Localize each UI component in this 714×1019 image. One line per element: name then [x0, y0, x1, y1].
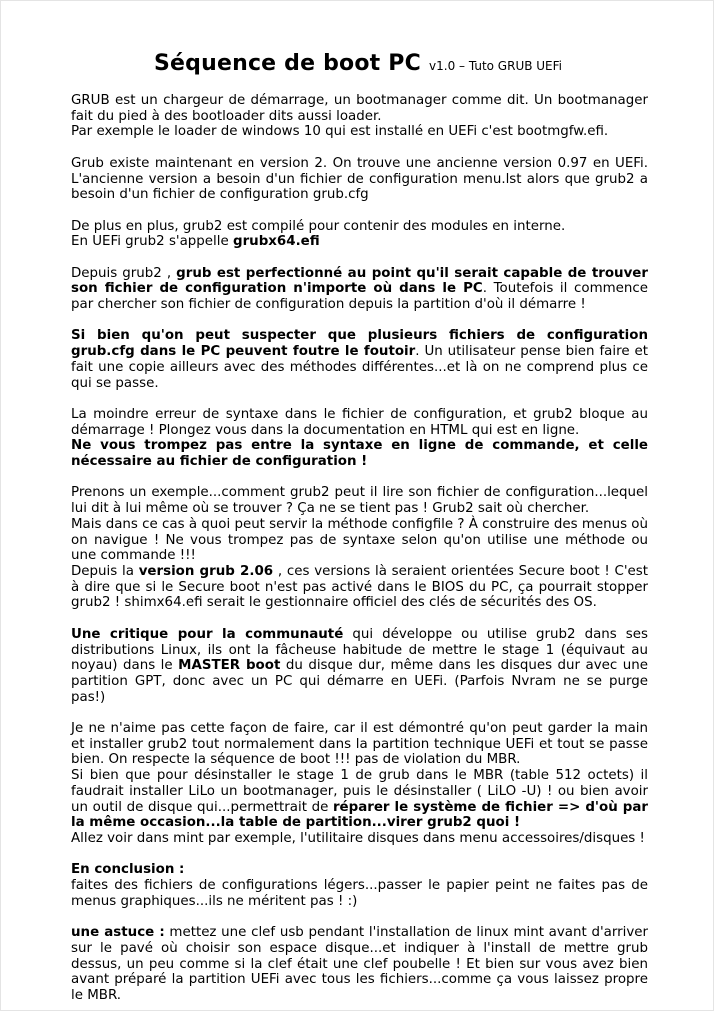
- paragraph-9a: Je ne n'aime pas cette façon de faire, car il est démontré qu'on peut garder la main et installer grub2 tout normalement dans la partition technique UEFi et tout se passe bien. On respecte la séquence de boot !!! pas de violation du MBR.: [71, 721, 648, 768]
- title-main: Séquence de boot PC: [153, 51, 421, 76]
- paragraph-2: Grub existe maintenant en version 2. On trouve une ancienne version 0.97 en UEFi. L'ancienne version a besoin d'un fichier de configuration menu.lst alors que grub2 a besoin d'un fichier de configuration grub.cfg: [71, 155, 648, 203]
- paragraph-9b: [71, 768, 648, 831]
- p8-post: du disque dur, même dans les disques dur avec une partition GPT, donc avec un PC qui démarre en UEFi. (Parfois Nvram ne se purge pas!): [71, 658, 648, 705]
- p5-bold: Si bien qu'on peut suspecter que plusieurs fichiers de configuration grub.cfg dans le PC peuvent foutre le foutoir: [71, 328, 648, 360]
- paragraph-5: [71, 328, 648, 391]
- p4-pre: Depuis grub2 ,: [71, 265, 177, 281]
- paragraph-7b: Mais dans ce cas à quoi peut servir la méthode configfile ? À construire des menus où on navigue ! Ne vous trompez pas de syntaxe selon qu'on utilise une méthode ou une commande !!!: [71, 516, 648, 564]
- p7-pre: Depuis la: [71, 564, 139, 579]
- p9-pre: Si bien que pour désinstaller le stage 1 de grub dans le MBR (table 512 octets) il faudrait installer LiLo un bootmanager, puis le désinstaller ( LiLO -U) ! ou bien avoir un outil de disque qui...permettrait de: [71, 768, 648, 815]
- p4-post: . Toutefois il commence par chercher son fichier de configuration depuis la partition d'où il démarre !: [71, 281, 648, 313]
- p4-bold: grub est perfectionné au point qu'il serait capable de trouver son fichier de configuration n'importe où dans le PC: [71, 265, 648, 297]
- p7-bold: version grub 2.06: [138, 564, 274, 579]
- p11-post: mettez une clef usb pendant l'installation de linux mint avant d'arriver sur le pavé où choisir son espace disque...et indiquer à l'install de mettre grub dessus, un peu comme si la clef était une clef poubelle ! Et bien sur vous avez bien avant préparé la partition UEFi avec tous les fichiers...comme ça vous laissez propre le MBR.: [71, 925, 648, 1003]
- p10-bold: En conclusion :: [71, 862, 185, 878]
- p3-text: En UEFi grub2 s'appelle: [71, 234, 233, 250]
- paragraph-8: [71, 627, 648, 706]
- p8-bold-1: Une critique pour la communauté: [71, 626, 344, 642]
- p9-bold: réparer le système de fichier => d'où par la même occasion...la table de partition...virer grub2 quoi !: [71, 799, 649, 831]
- paragraph-1a: GRUB est un chargeur de démarrage, un bootmanager comme dit. Un bootmanager fait du pied à des bootloader dits aussi loader.: [71, 93, 648, 124]
- paragraph-6a: La moindre erreur de syntaxe dans le fichier de configuration, et grub2 bloque au démarrage ! Plongez vous dans la documentation en HTML qui est en ligne.: [71, 406, 648, 438]
- p8-bold-2: MASTER boot: [178, 658, 281, 674]
- paragraph-4: [71, 266, 648, 313]
- p5-post: . Un utilisateur pense bien faire et fait une copie ailleurs avec des méthodes différentes...et là on ne comprend plus ce qui se passe.: [71, 344, 648, 391]
- paragraph-6b: [71, 438, 648, 469]
- title-subtitle: v1.0 – Tuto GRUB UEFi: [429, 59, 562, 73]
- paragraph-10: faites des fichiers de configurations légers...passer le papier peint ne faites pas de menus graphiques...ils ne méritent pas ! :): [71, 878, 648, 909]
- paragraph-3a: De plus en plus, grub2 est compilé pour contenir des modules en interne.: [71, 218, 566, 234]
- paragraph-7a: Prenons un exemple...comment grub2 peut il lire son fichier de configuration...lequel lui dit à lui même où se trouver ? Ça ne se tient pas ! Grub2 sait où chercher.: [71, 485, 648, 517]
- page-title: [1, 51, 714, 76]
- paragraph-11: [71, 925, 648, 1004]
- p11-bold: une astuce :: [71, 925, 165, 941]
- paragraph-1b: Par exemple le loader de windows 10 qui est installé en UEFi c'est bootmgfw.efi.: [71, 124, 609, 140]
- paragraph-9c: Allez voir dans mint par exemple, l'utilitaire disques dans menu accessoires/disques !: [71, 830, 645, 846]
- p8-mid: qui développe ou utilise grub2 dans ses distributions Linux, ils ont la fâcheuse habitude de mettre le stage 1 (équivaut au noyau) dans le: [71, 626, 648, 674]
- p6-bold: Ne vous trompez pas entre la syntaxe en ligne de commande, et celle nécessaire au fichier de configuration !: [71, 438, 648, 470]
- p7-post: , ces versions là seraient orientées Secure boot ! C'est à dire que si le Secure boot n'est pas activé dans le BIOS du PC, ça pourrait stopper grub2 ! shimx64.efi serait le gestionnaire officiel des clés de sécurités des OS.: [71, 564, 648, 611]
- document-body: [71, 93, 648, 1019]
- paragraph-7c: [71, 564, 648, 611]
- paragraph-3b: [71, 234, 648, 250]
- p3-bold: grubx64.efi: [232, 234, 320, 250]
- paragraph-10-heading: [71, 862, 648, 878]
